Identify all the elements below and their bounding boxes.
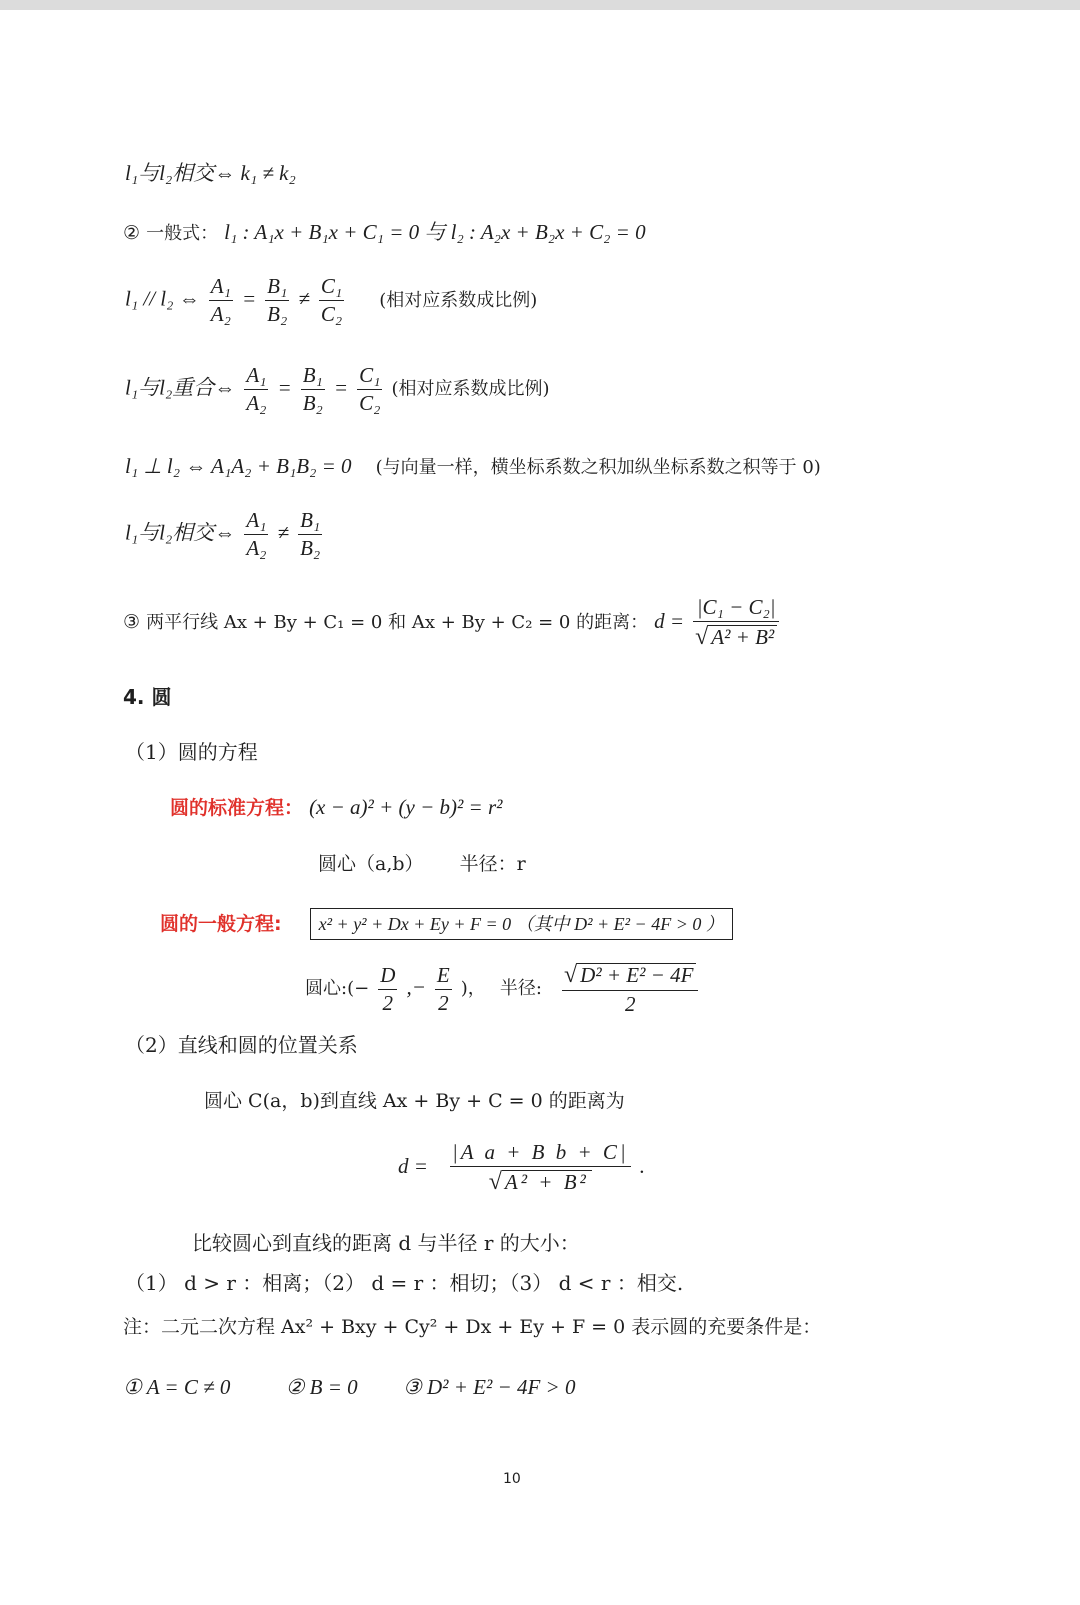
marker-3: ③: [123, 611, 141, 633]
fraction-a: $\frac{\text{A₁}}{\text{A₂}}$: [210, 274, 231, 326]
general-radius-label: 半径:: [499, 978, 542, 999]
line-general-form: [123, 222, 646, 243]
top-shadow-bar: [0, 0, 1080, 10]
section-heading: 4. 圆: [123, 685, 172, 709]
fraction-c: $\frac{\text{C₁}}{\text{C₂}}$: [320, 274, 343, 326]
distance-fraction: $\frac{\text{|A a + B b + C|}}{\text{√ A² + B²}}$: [451, 1140, 629, 1195]
close-paren: )，: [460, 978, 486, 999]
general-equation-box: x² + y² + Dx + Ey + F = 0 （其中 D² + E² − 4F > 0 ）: [310, 908, 733, 940]
line-intersect-slope: l₁与l₂相交⇔ k₁ ≠ k₂: [125, 161, 296, 185]
comma: ,−: [406, 975, 426, 999]
line-distance-formula: [398, 1142, 645, 1194]
general-equation-label: 圆的一般方程:: [160, 913, 282, 935]
sqrt-icon: √: [563, 962, 578, 988]
line-general-equation: [160, 908, 733, 940]
subheading-line-circle: （2）直线和圆的位置关系: [125, 1033, 358, 1057]
line-general-center: [305, 963, 701, 1015]
not-equal-sign: ≠: [277, 520, 290, 545]
page-number: 10: [503, 1471, 521, 1487]
standard-center: 圆心（a,b）: [318, 853, 424, 875]
distance-d: d =: [654, 609, 685, 633]
perpendicular-note: (与向量一样，横坐标系数之积加纵坐标系数之积等于 0): [375, 457, 821, 478]
general-radius-fraction: $\frac{\text{√ D² + E² − 4F}}{2}$: [562, 963, 698, 1015]
condition-1: ① A = C ≠ 0: [123, 1375, 231, 1399]
general-form-label: 一般式：: [146, 223, 219, 244]
fraction-b: $\frac{\text{B₁}}{\text{B₂}}$: [300, 508, 321, 560]
line-intersect-general: [125, 510, 325, 559]
perpendicular-formula: l₁ ⊥ l₂ ⇔ A₁A₂ + B₁B₂ = 0: [125, 454, 352, 478]
fraction-b: $\frac{\text{B₁}}{\text{B₂}}$: [267, 274, 288, 326]
general-form-formula: l₁ : A₁x + B₁x + C₁ = 0 与 l₂ : A₂x + B₂x + C₂ = 0: [224, 220, 646, 244]
condition-3: ③ D² + E² − 4F > 0: [402, 1375, 576, 1399]
marker-2: ②: [123, 222, 141, 244]
line-parallel-distance: [123, 597, 782, 649]
compare-text: 比较圆心到直线的距离 d 与半径 r 的大小：: [192, 1231, 580, 1255]
line-coincide: [125, 365, 550, 414]
distance-intro: 圆心 C(a，b)到直线 Ax + By + C = 0 的距离为: [204, 1090, 625, 1112]
note-circle-condition: 注：二元二次方程 Ax² + Bxy + Cy² + Dx + Ey + F = 0 表示圆的充要条件是：: [123, 1316, 822, 1338]
position-cases: （1） d > r ：相离；（2） d = r ：相切；（3） d < r ：相交.: [125, 1271, 684, 1295]
parallel-distance-text: 两平行线 Ax + By + C₁ = 0 和 Ax + By + C₂ = 0 的距离：: [146, 612, 649, 633]
fraction-b: $\frac{\text{B₁}}{\text{B₂}}$: [302, 363, 323, 415]
fraction-a: $\frac{\text{A₁}}{\text{A₂}}$: [246, 508, 267, 560]
fraction-c: $\frac{\text{C₁}}{\text{C₂}}$: [359, 363, 381, 415]
coincide-lead: l₁与l₂重合⇔: [125, 375, 236, 400]
line-perpendicular: [125, 456, 821, 477]
fraction-d-over-2: $\frac{D}{2}$: [380, 962, 396, 1015]
parallel-lead: l₁ // l₂ ⇔: [125, 286, 200, 311]
coincide-note: (相对应系数成比例): [391, 378, 550, 400]
sqrt-icon: √: [488, 1169, 502, 1195]
condition-2: ② B = 0: [285, 1375, 358, 1399]
line-parallel: [125, 276, 537, 325]
line-conditions: [123, 1377, 575, 1398]
intersect-lead: l₁与l₂相交⇔: [125, 520, 236, 545]
subheading-circle-equation: （1）圆的方程: [125, 740, 258, 764]
standard-equation-formula: (x − a)² + (y − b)² = r²: [309, 795, 503, 819]
equals-sign: =: [333, 375, 349, 400]
line-standard-equation: [170, 797, 502, 818]
parallel-distance-fraction: $\frac{\text{|C₁ − C₂|}}{\text{√ A² + B²}}$: [693, 597, 779, 649]
general-center-lead: 圆心:(−: [305, 978, 370, 999]
not-equal-sign: ≠: [298, 286, 310, 311]
standard-radius: 半径：r: [459, 853, 526, 875]
fraction-a: $\frac{\text{A₁}}{\text{A₂}}$: [246, 363, 267, 415]
sqrt-icon: √: [695, 624, 709, 650]
distance-d: d =: [398, 1154, 428, 1178]
period: .: [639, 1154, 645, 1178]
equals-sign: =: [241, 286, 257, 311]
line-standard-center: [318, 855, 526, 874]
standard-equation-label: 圆的标准方程：: [170, 797, 304, 819]
equals-sign: =: [277, 375, 292, 400]
parallel-note: (相对应系数成比例): [379, 289, 538, 311]
fraction-e-over-2: $\frac{E}{2}$: [436, 962, 450, 1015]
